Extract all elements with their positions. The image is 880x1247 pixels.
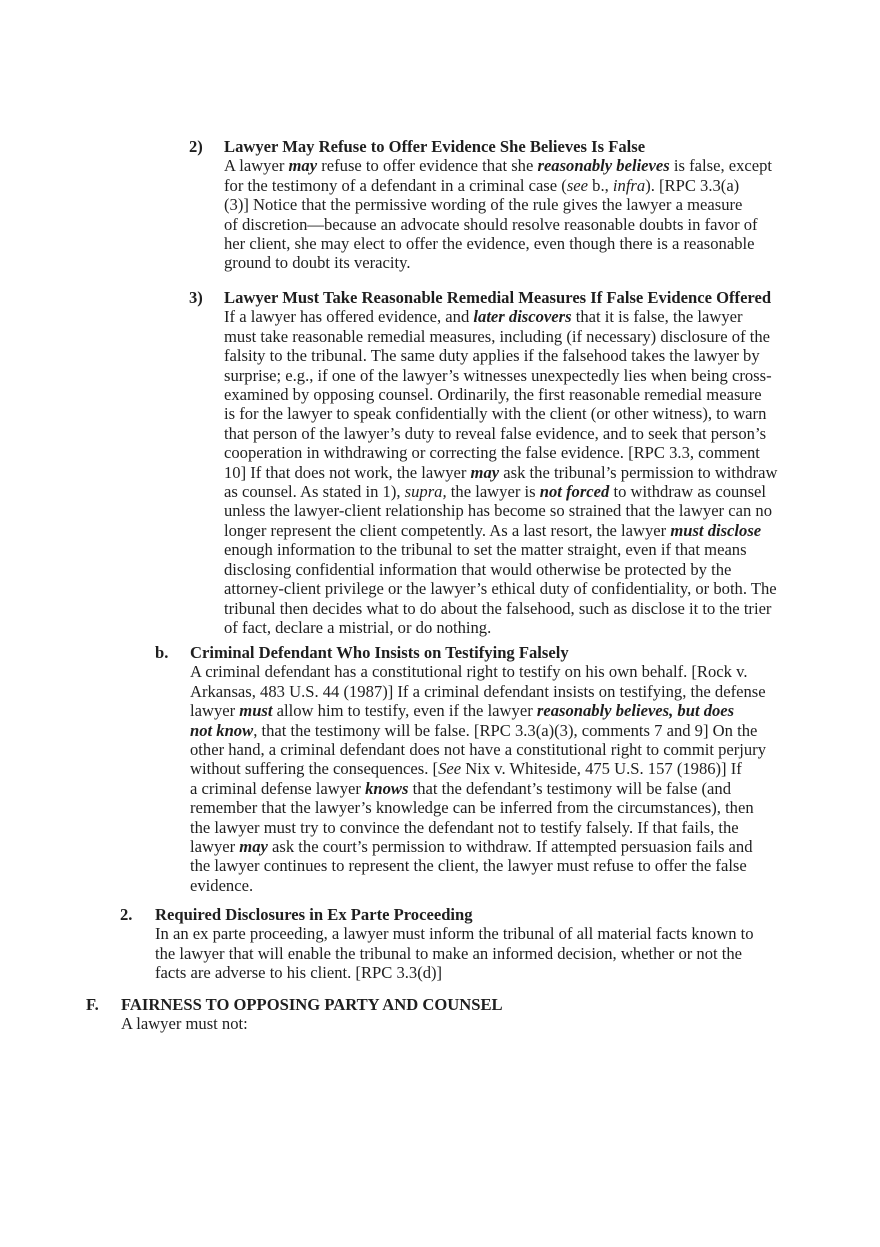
emphasis-text: reasonably believes, but does [536,701,735,721]
text-run: that it is false, the lawyer [571,307,743,327]
body-line [190,740,766,759]
text-run: evidence. [190,875,254,895]
section-heading: FAIRNESS TO OPPOSING PARTY AND COUNSEL [121,995,503,1014]
text-run: allow him to testify, even if the lawyer [272,701,537,721]
body-line [190,876,766,895]
section-body [121,1014,503,1033]
body-line [190,759,766,778]
emphasis-text: must disclose [670,520,762,540]
text-run: enough information to the tribunal to set the matter straight, even if that means [224,540,747,560]
text-run: as counsel. As stated in 1), [224,482,405,502]
body-line [224,443,778,462]
text-run: is for the lawyer to speak confidentially with the client (or other witness), to warn [224,404,767,424]
text-run: without suffering the consequences. [ [190,759,439,779]
text-run: remember that the lawyer’s knowledge can be inferred from the circumstances), then [190,798,754,818]
body-line [224,521,778,540]
body-line [224,385,778,404]
body-line [190,662,766,681]
body-line [224,215,772,234]
section-remedial-measures [189,288,778,637]
body-line [224,156,772,175]
text-run: A criminal defendant has a constitutional right to testify on his own behalf. [Rock v. [190,662,748,682]
text-run: falsity to the tribunal. The same duty applies if the falsehood takes the lawyer by [224,346,760,366]
emphasis-text: not forced [539,482,610,502]
text-run: ). [RPC 3.3(a) [645,175,740,195]
text-run: the lawyer that will enable the tribunal to make an informed decision, whether or not the [155,943,743,963]
text-run: for the testimony of a defendant in a criminal case ( [224,175,567,195]
body-line [190,837,766,856]
section-heading: Required Disclosures in Ex Parte Proceeding [155,905,473,924]
section-marker: b. [155,643,169,662]
body-line [190,701,766,720]
body-line [190,798,766,817]
body-line [224,579,778,598]
body-line [190,682,766,701]
text-run: disclosing confidential information that would otherwise be protected by the [224,559,732,579]
text-run: her client, she may elect to offer the evidence, even though there is a reasonable [224,234,755,254]
body-line [224,327,778,346]
text-run: examined by opposing counsel. Ordinarily, the first reasonable remedial measure [224,385,762,405]
text-run: cooperation in withdrawing or correcting the false evidence. [RPC 3.3, comment [224,443,760,463]
text-run: that the defendant’s testimony will be false (and [408,778,732,798]
section-heading: Lawyer Must Take Reasonable Remedial Measures If False Evidence Offered [224,288,772,307]
section-body [224,307,778,637]
body-line [190,779,766,798]
emphasis-text: later discovers [473,307,572,327]
body-line [224,176,772,195]
body-line [155,924,754,943]
body-line [224,195,772,214]
body-line [155,963,754,982]
section-heading: Criminal Defendant Who Insists on Testifying Falsely [190,643,569,662]
body-line [224,307,778,326]
section-marker: F. [86,995,99,1014]
text-run: unless the lawyer-client relationship has become so strained that the lawyer can no [224,501,772,521]
text-run: tribunal then decides what to do about the falsehood, such as disclose it to the trier [224,598,772,618]
section-lawyer-may-refuse [189,137,773,273]
emphasis-text: may [239,837,268,857]
text-run: (3)] Notice that the permissive wording of the rule gives the lawyer a measure [224,195,743,215]
text-run: ask the court’s permission to withdraw. If attempted persuasion fails and [267,837,753,857]
emphasis-text: supra, [404,482,447,502]
text-run: If a lawyer has offered evidence, and [224,307,474,327]
emphasis-text: reasonably believes [537,156,670,176]
body-line [190,721,766,740]
section-marker: 2. [120,905,133,924]
emphasis-text: see [566,175,589,195]
text-run: A lawyer [224,156,289,176]
text-run: of fact, declare a mistrial, or do nothing. [224,617,492,637]
text-run: other hand, a criminal defendant does not have a constitutional right to commit perjury [190,740,767,760]
emphasis-text: infra [612,175,646,195]
emphasis-text: See [438,759,462,779]
text-run: facts are adverse to his client. [RPC 3.3(d)] [155,963,443,983]
body-line [190,856,766,875]
body-line [224,346,778,365]
body-line [224,618,778,637]
text-run: 10] If that does not work, the lawyer [224,462,471,482]
emphasis-text: must [239,701,273,721]
body-line [224,482,778,501]
text-run: lawyer [190,701,240,721]
body-line [224,234,772,253]
emphasis-text: knows [365,778,409,798]
text-run: lawyer [190,837,240,857]
section-marker: 2) [189,137,203,156]
text-run: attorney-client privilege or the lawyer’s ethical duty of confidentiality, or both. The [224,579,777,599]
text-run: of discretion—because an advocate should resolve reasonable doubts in favor of [224,214,758,234]
text-run: refuse to offer evidence that she [317,156,538,176]
text-run: ground to doubt its veracity. [224,253,411,273]
text-run: the lawyer must try to convince the defendant not to testify falsely. If that fails, the [190,817,739,837]
text-run: In an ex parte proceeding, a lawyer must inform the tribunal of all material facts known to [155,924,754,944]
emphasis-text: may [288,156,318,176]
text-run: the lawyer is [446,482,540,502]
body-line [224,599,778,618]
text-run: the lawyer continues to represent the client, the lawyer must refuse to offer the false [190,856,747,876]
text-run: A lawyer must not: [121,1014,248,1034]
section-fairness [86,995,503,1034]
section-marker: 3) [189,288,203,307]
text-run: is false, except [669,156,773,176]
text-run: b., [588,175,613,195]
section-body [190,662,766,895]
body-line [190,818,766,837]
body-line [224,463,778,482]
section-ex-parte [120,905,754,983]
text-run: a criminal defense lawyer [190,778,366,798]
section-heading: Lawyer May Refuse to Offer Evidence She Believes Is False [224,137,646,156]
body-line [155,944,754,963]
body-line [224,366,778,385]
body-line [224,560,778,579]
body-line [224,540,778,559]
text-run: must take reasonable remedial measures, including (if necessary) disclosure of the [224,326,771,346]
section-body [224,156,772,272]
emphasis-text: not know [190,720,254,740]
body-line [224,424,778,443]
section-body [155,924,754,982]
text-run: to withdraw as counsel [609,482,767,502]
emphasis-text: may [470,462,500,482]
section-criminal-defendant [155,643,767,895]
body-line [224,253,772,272]
text-run: that person of the lawyer’s duty to reveal false evidence, and to seek that person’s [224,423,767,443]
text-run: longer represent the client competently. As a last resort, the lawyer [224,520,671,540]
body-line [224,404,778,423]
text-run: Arkansas, 483 U.S. 44 (1987)] If a criminal defendant insists on testifying, the defense [190,681,766,701]
body-line [121,1014,503,1033]
text-run: surprise; e.g., if one of the lawyer’s witnesses unexpectedly lies when being cross- [224,365,772,385]
text-run: , that the testimony will be false. [RPC 3.3(a)(3), comments 7 and 9] On the [253,720,758,740]
text-run: Nix v. Whiteside, 475 U.S. 157 (1986)] If [461,759,742,779]
text-run: ask the tribunal’s permission to withdraw [499,462,778,482]
body-line [224,501,778,520]
